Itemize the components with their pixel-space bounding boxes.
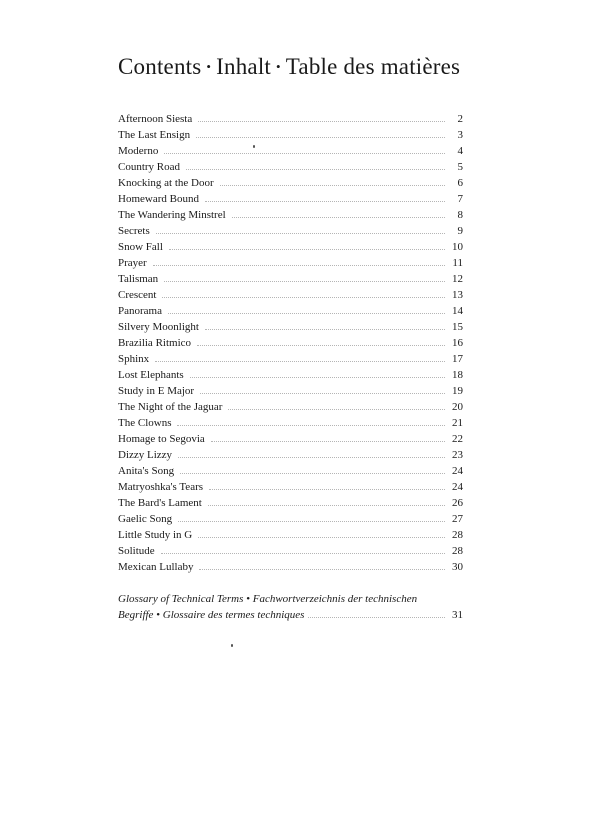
toc-entry	[118, 367, 463, 383]
glossary-title-line2-row	[118, 607, 463, 623]
toc-entry-title: The Wandering Minstrel	[118, 209, 226, 221]
toc-entry-title: The Bard's Lament	[118, 497, 202, 509]
dot-leader	[205, 200, 445, 202]
toc-entry-title: Homeward Bound	[118, 193, 199, 205]
toc-entry-page-number: 12	[452, 273, 463, 285]
dot-leader	[198, 120, 445, 122]
toc-entry	[118, 495, 463, 511]
dot-leader	[178, 456, 445, 458]
dot-leader	[198, 536, 445, 538]
dot-leader	[177, 424, 445, 426]
toc-entry-title: Dizzy Lizzy	[118, 449, 173, 461]
toc-entry-page-number: 10	[452, 241, 463, 253]
glossary-title-line1: Glossary of Technical Terms • Fachwortverzeichnis der technischen	[118, 593, 418, 605]
toc-entry-page-number: 5	[457, 161, 463, 173]
toc-entry-title: The Last Ensign	[118, 129, 191, 141]
scan-speck	[231, 644, 233, 647]
dot-leader	[190, 376, 445, 378]
toc-entry	[118, 463, 463, 479]
dot-leader	[220, 184, 445, 186]
toc-entry-title: Solitude	[118, 545, 155, 557]
dot-leader	[180, 472, 445, 474]
dot-leader	[155, 360, 445, 362]
dot-leader	[197, 344, 445, 346]
toc-entry-page-number: 30	[452, 561, 463, 573]
toc-entry-page-number: 17	[452, 353, 463, 365]
toc-entry	[118, 511, 463, 527]
dot-leader	[186, 168, 445, 170]
toc-entry-page-number: 26	[452, 497, 463, 509]
dot-leader	[200, 392, 445, 394]
dot-leader	[156, 232, 445, 234]
toc-entry	[118, 127, 463, 143]
toc-entry-page-number: 24	[452, 465, 463, 477]
toc-entry-page-number: 16	[452, 337, 463, 349]
dot-leader	[211, 440, 445, 442]
toc-entry-page-number: 20	[452, 401, 463, 413]
toc-entry	[118, 415, 463, 431]
dot-leader	[196, 136, 445, 138]
dot-leader	[209, 488, 445, 490]
dot-leader	[232, 216, 445, 218]
title-separator: •	[206, 58, 212, 74]
toc-entry	[118, 351, 463, 367]
toc-entry	[118, 191, 463, 207]
toc-entry-title: The Clowns	[118, 417, 172, 429]
toc-entry-page-number: 14	[452, 305, 463, 317]
dot-leader	[208, 504, 445, 506]
toc-entry	[118, 383, 463, 399]
dot-leader	[164, 280, 445, 282]
toc-entry-title: Silvery Moonlight	[118, 321, 199, 333]
toc-entry-title: Lost Elephants	[118, 369, 184, 381]
dot-leader	[178, 520, 445, 522]
dot-leader	[205, 328, 445, 330]
toc-entry-title: Secrets	[118, 225, 150, 237]
toc-entry-page-number: 27	[452, 513, 463, 525]
toc-entry	[118, 319, 463, 335]
toc-entry-page-number: 2	[457, 113, 463, 125]
dot-leader	[153, 264, 445, 266]
dot-leader	[168, 312, 445, 314]
dot-leader	[164, 152, 445, 154]
toc-entry-title: Knocking at the Door	[118, 177, 214, 189]
toc-entry-page-number: 23	[452, 449, 463, 461]
toc-entry	[118, 175, 463, 191]
toc-entry-title: Moderno	[118, 145, 159, 157]
toc-entry-title: Country Road	[118, 161, 181, 173]
toc-entry-page-number: 8	[457, 209, 463, 221]
dot-leader	[199, 568, 445, 570]
toc-entry-page-number: 19	[452, 385, 463, 397]
toc-entry	[118, 207, 463, 223]
toc-entry-title: Prayer	[118, 257, 147, 269]
toc-entry-title: Panorama	[118, 305, 162, 317]
toc-entry-title: Snow Fall	[118, 241, 163, 253]
toc-entry-page-number: 3	[457, 129, 463, 141]
toc-entry	[118, 431, 463, 447]
toc-entry	[118, 527, 463, 543]
page-title	[118, 54, 460, 80]
toc-entry-page-number: 11	[452, 257, 463, 269]
toc-entry-title: Homage to Segovia	[118, 433, 205, 445]
glossary-page-number: 31	[452, 609, 463, 621]
dot-leader	[228, 408, 445, 410]
toc-entry-title: Mexican Lullaby	[118, 561, 194, 573]
toc-entry-title: Matryoshka's Tears	[118, 481, 204, 493]
toc-entry-page-number: 13	[452, 289, 463, 301]
toc-entry-title: Anita's Song	[118, 465, 175, 477]
title-english: Contents	[118, 54, 202, 79]
toc-entry-title: Brazilia Ritmico	[118, 337, 192, 349]
toc-entry	[118, 399, 463, 415]
toc-entry-title: Afternoon Siesta	[118, 113, 193, 125]
toc-entry-page-number: 9	[457, 225, 463, 237]
dot-leader	[308, 616, 445, 618]
toc-entry-title: Sphinx	[118, 353, 150, 365]
toc-entry	[118, 559, 463, 575]
title-french: Table des matières	[285, 54, 461, 79]
toc-entry-title: Gaelic Song	[118, 513, 173, 525]
toc-entry-page-number: 22	[452, 433, 463, 445]
toc-entry	[118, 143, 463, 159]
toc-entry-page-number: 28	[452, 529, 463, 541]
toc-entry	[118, 479, 463, 495]
title-separator: •	[276, 58, 281, 74]
toc-entry-title: Talisman	[118, 273, 159, 285]
toc-entry-page-number: 6	[457, 177, 463, 189]
toc-entry	[118, 271, 463, 287]
toc-entry-title: Crescent	[118, 289, 157, 301]
toc-entry	[118, 335, 463, 351]
dot-leader	[161, 552, 445, 554]
toc-entry-page-number: 18	[452, 369, 463, 381]
toc-entry-page-number: 28	[452, 545, 463, 557]
toc-entry-page-number: 24	[452, 481, 463, 493]
table-of-contents	[118, 111, 463, 575]
toc-entry	[118, 223, 463, 239]
toc-entry	[118, 159, 463, 175]
toc-entry	[118, 287, 463, 303]
scan-speck	[253, 145, 255, 148]
toc-entry	[118, 239, 463, 255]
dot-leader	[169, 248, 445, 250]
toc-entry	[118, 543, 463, 559]
toc-entry-page-number: 4	[457, 145, 463, 157]
toc-entry-page-number: 21	[452, 417, 463, 429]
toc-entry-title: Study in E Major	[118, 385, 195, 397]
toc-entry-page-number: 7	[457, 193, 463, 205]
toc-entry-title: The Night of the Jaguar	[118, 401, 223, 413]
dot-leader	[162, 296, 445, 298]
toc-entry-title: Little Study in G	[118, 529, 193, 541]
glossary-entry	[118, 591, 463, 623]
toc-entry	[118, 111, 463, 127]
toc-entry	[118, 255, 463, 271]
toc-entry-page-number: 15	[452, 321, 463, 333]
toc-entry	[118, 303, 463, 319]
glossary-title-line2: Begriffe • Glossaire des termes techniques	[118, 609, 305, 621]
toc-entry	[118, 447, 463, 463]
title-german: Inhalt	[216, 54, 272, 79]
